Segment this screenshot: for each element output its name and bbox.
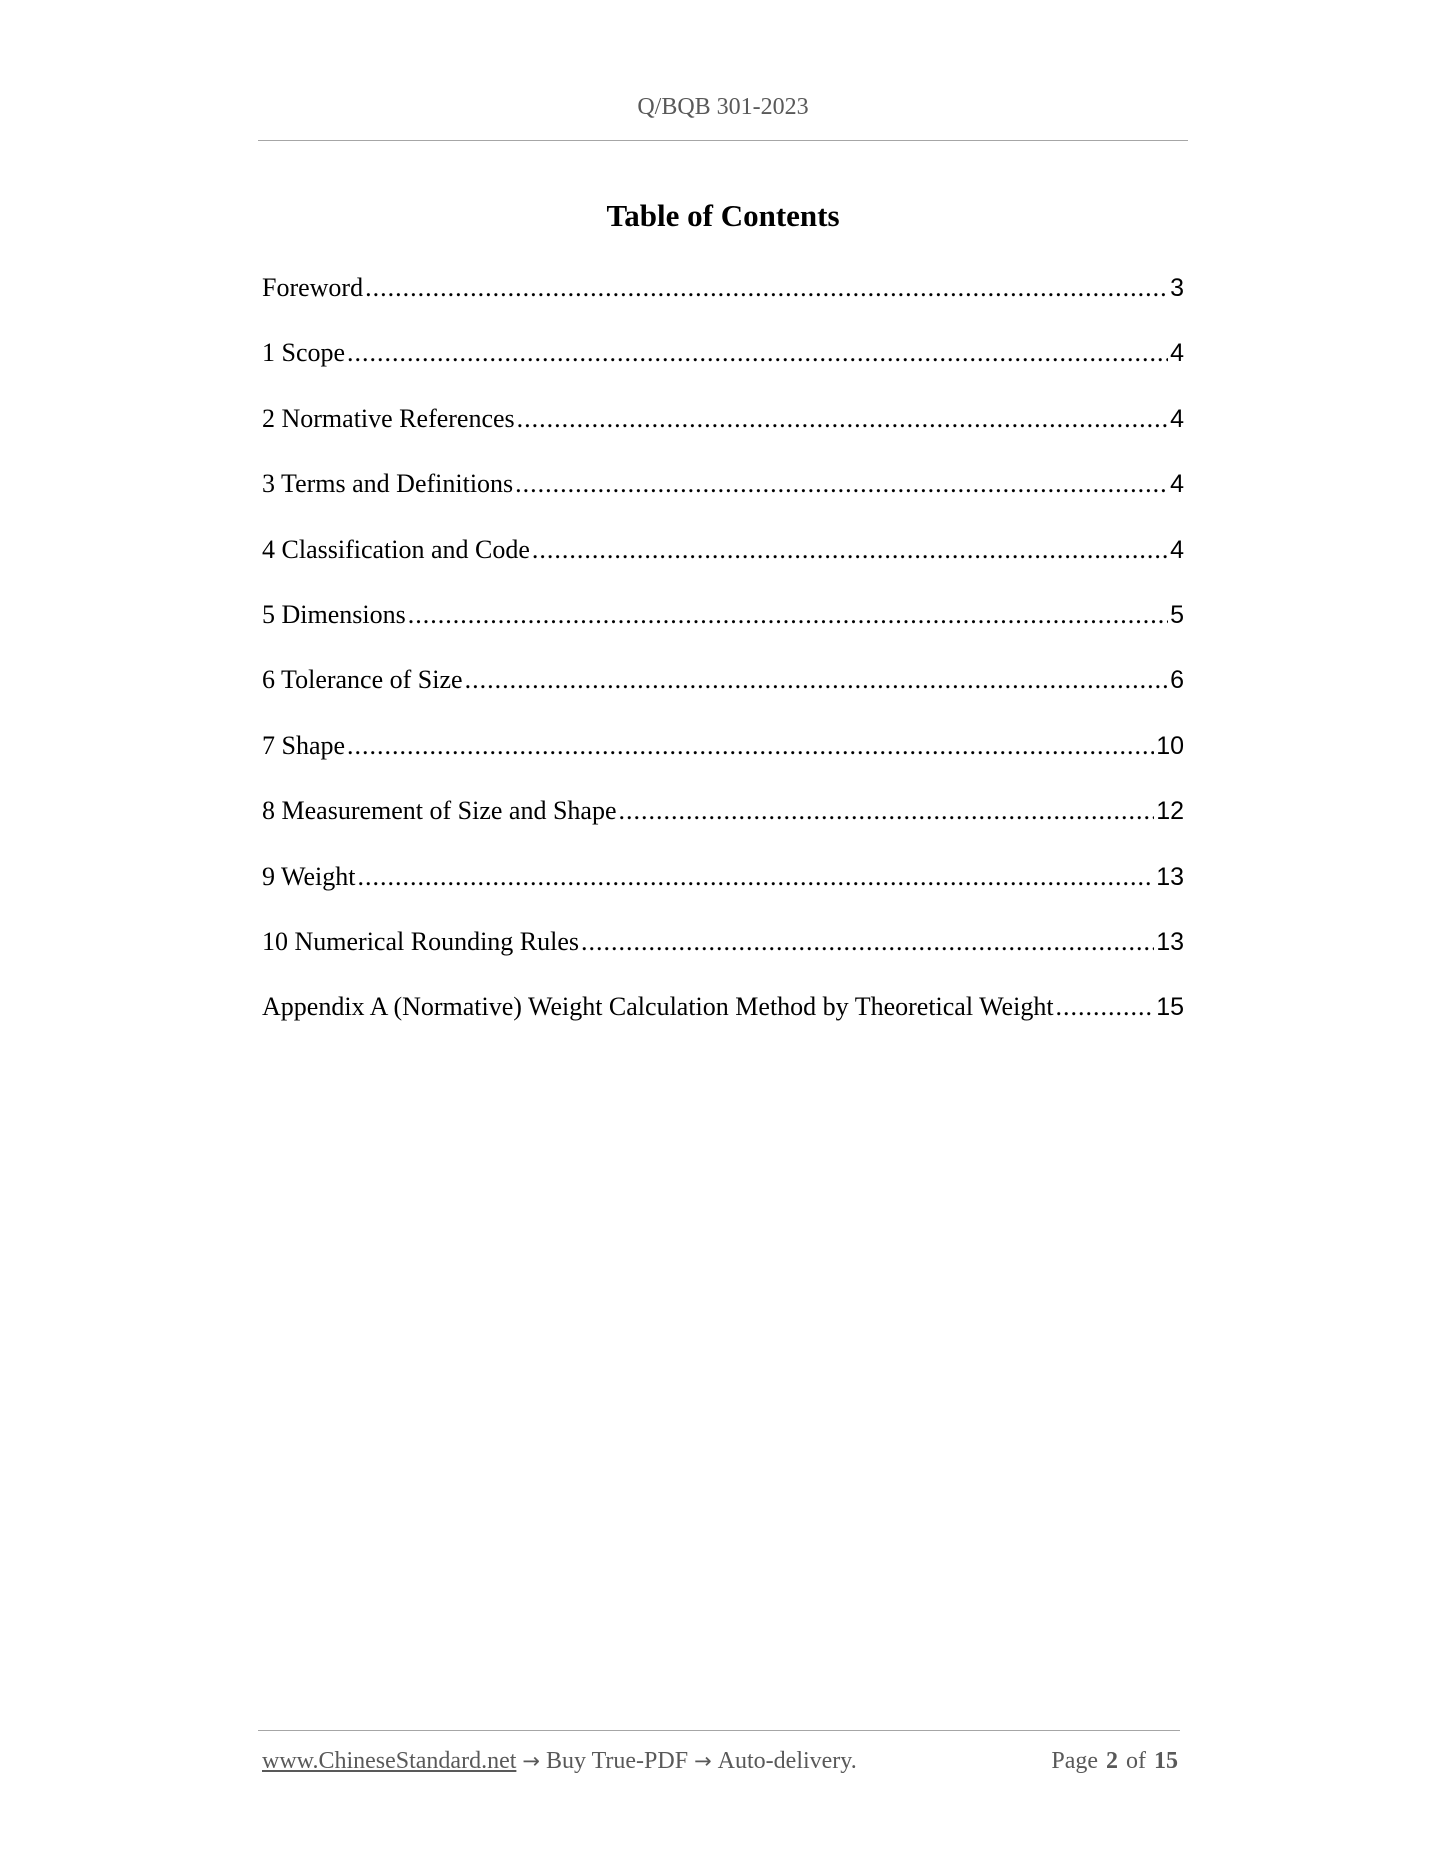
toc-entry-classification-and-code[interactable] <box>262 534 1184 599</box>
toc-entry-page: 4 <box>1170 404 1184 433</box>
toc-entry-label: 5 Dimensions <box>262 599 406 629</box>
document-header-code: Q/BQB 301-2023 <box>637 94 809 120</box>
toc-entry-measurement-of-size-and-shape[interactable] <box>262 795 1184 860</box>
toc-entry-page: 3 <box>1170 274 1184 302</box>
dot-leader <box>465 664 1169 696</box>
toc-entry-label: 4 Classification and Code <box>262 534 530 564</box>
toc-entry-weight[interactable] <box>262 861 1184 926</box>
toc-entry-page: 13 <box>1156 927 1184 956</box>
toc-entry-label: 9 Weight <box>262 861 356 891</box>
toc-entry-terms-and-definitions[interactable] <box>262 468 1184 533</box>
toc-entry-label: Appendix A (Normative) Weight Calculation Method by Theoretical Weight <box>262 992 1054 1022</box>
website-link[interactable]: www.ChineseStandard.net <box>262 1748 517 1774</box>
footer-step-delivery: Auto-delivery. <box>717 1748 857 1774</box>
toc-entry-label: 3 Terms and Definitions <box>262 469 514 499</box>
toc-entry-page: 15 <box>1156 993 1184 1022</box>
toc-title: Table of Contents <box>606 198 840 233</box>
toc-entry-page: 13 <box>1156 862 1184 891</box>
footer-divider <box>258 1730 1180 1731</box>
toc-entry-page: 6 <box>1170 666 1184 695</box>
toc-entry-dimensions[interactable] <box>262 599 1184 664</box>
dot-leader <box>515 468 1168 500</box>
toc-entry-tolerance-of-size[interactable] <box>262 664 1184 729</box>
table-of-contents <box>262 272 1184 1057</box>
toc-entry-normative-references[interactable] <box>262 403 1184 468</box>
dot-leader <box>517 403 1168 435</box>
toc-entry-page: 5 <box>1170 600 1184 629</box>
dot-leader <box>1056 991 1155 1023</box>
toc-entry-scope[interactable] <box>262 337 1184 402</box>
toc-entry-page: 4 <box>1170 470 1184 499</box>
toc-entry-label: 2 Normative References <box>262 403 515 433</box>
toc-entry-page: 4 <box>1170 339 1184 368</box>
toc-entry-appendix-a[interactable] <box>262 991 1184 1056</box>
dot-leader <box>581 926 1154 958</box>
footer-step-buy: Buy True-PDF <box>546 1748 689 1774</box>
right-arrow-icon: → <box>522 1749 540 1773</box>
dot-leader <box>408 599 1168 631</box>
toc-entry-label: 10 Numerical Rounding Rules <box>262 926 580 956</box>
toc-entry-foreword[interactable] <box>262 272 1184 337</box>
right-arrow-icon: → <box>694 1749 712 1773</box>
toc-entry-numerical-rounding-rules[interactable] <box>262 926 1184 991</box>
footer-promo <box>262 1748 857 1775</box>
total-page-count: 15 <box>1154 1748 1178 1774</box>
dot-leader <box>347 337 1168 369</box>
toc-entry-label: Foreword <box>262 273 364 302</box>
toc-entry-label: 7 Shape <box>262 730 346 760</box>
page-indicator <box>1051 1748 1178 1775</box>
page-footer <box>262 1748 1178 1775</box>
toc-entry-label: 1 Scope <box>262 338 346 368</box>
toc-entry-page: 4 <box>1170 535 1184 564</box>
toc-entry-label: 8 Measurement of Size and Shape <box>262 796 617 826</box>
dot-leader <box>532 534 1168 566</box>
toc-entry-page: 12 <box>1156 797 1184 826</box>
toc-entry-shape[interactable] <box>262 730 1184 795</box>
page-word: Page <box>1051 1748 1098 1774</box>
current-page-number: 2 <box>1106 1748 1118 1774</box>
page-of-word: of <box>1126 1748 1146 1774</box>
toc-entry-label: 6 Tolerance of Size <box>262 665 463 695</box>
dot-leader <box>365 272 1168 304</box>
dot-leader <box>347 730 1154 762</box>
toc-entry-page: 10 <box>1156 731 1184 760</box>
dot-leader <box>619 795 1155 827</box>
dot-leader <box>357 861 1154 893</box>
header-divider <box>258 140 1188 141</box>
